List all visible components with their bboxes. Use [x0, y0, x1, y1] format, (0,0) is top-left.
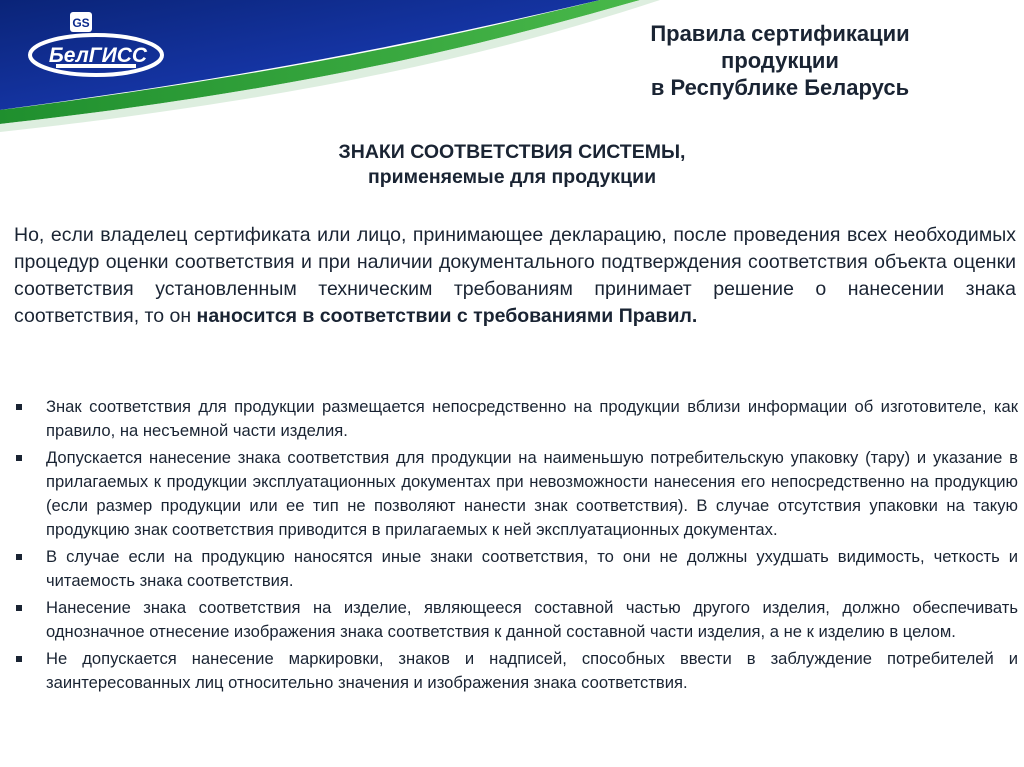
- list-item: [14, 395, 1018, 443]
- section-title: [200, 140, 824, 190]
- bullet-square-icon: [16, 455, 22, 461]
- rules-list: [14, 395, 1018, 698]
- logo-emblem-text: GS: [72, 16, 90, 30]
- presentation-title: [560, 20, 1000, 101]
- belgiss-logo: [26, 10, 170, 80]
- list-item-text: В случае если на продукцию наносятся иные знаки соответствия, то они не должны ухудшать видимость, четкость и читаемость знака соответствия.: [46, 547, 1018, 590]
- title-line: Правила сертификации: [650, 21, 910, 46]
- list-item-text: Знак соответствия для продукции размещается непосредственно на продукции вблизи информации об изготовителе, как правило, на несъемной части изделия.: [46, 397, 1018, 440]
- list-item: [14, 596, 1018, 644]
- title-line: в Республике Беларусь: [650, 75, 910, 100]
- list-item: [14, 545, 1018, 593]
- bullet-square-icon: [16, 605, 22, 611]
- bullet-square-icon: [16, 404, 22, 410]
- intro-bold-text: наносится в соответствии с требованиями Правил.: [196, 305, 698, 327]
- intro-paragraph: [14, 222, 1016, 330]
- list-item-text: Не допускается нанесение маркировки, знаков и надписей, способных ввести в заблуждение потребителей и заинтересованных лиц относительно значения и изображения знака соответствия.: [46, 649, 1018, 692]
- intro-text: Но, если владелец сертификата или лицо, принимающее декларацию, после проведения всех необходимых процедур оценки соответствия и при наличии документального подтверждения соответствия объекта оценки соответствия установленным техническим требованиям принимает решение о нанесении знака соответствия, то он: [14, 224, 1016, 327]
- logo-text: БелГИСС: [48, 44, 148, 67]
- list-item-text: Допускается нанесение знака соответствия для продукции на наименьшую потребительскую упаковку (тару) и указание в прилагаемых к продукции эксплуатационных документах при невозможности нанесения его непосредственно на продукцию (если размер продукции или ее тип не позволяют нанести знак соответствия). В случае отсутствия упаковки на такую продукцию знак соответствия приводится в прилагаемых к ней эксплуатационных документах.: [46, 448, 1018, 539]
- bullet-square-icon: [16, 656, 22, 662]
- section-title-line: ЗНАКИ СООТВЕТСТВИЯ СИСТЕМЫ,: [338, 141, 686, 163]
- section-title-line: применяемые для продукции: [367, 166, 657, 188]
- title-line: продукции: [721, 48, 839, 73]
- list-item-text: Нанесение знака соответствия на изделие, являющееся составной частью другого изделия, должно обеспечивать однозначное отнесение изображения знака соответствия к данной составной части изделия, а не к изделию в целом.: [46, 598, 1018, 641]
- list-item: [14, 446, 1018, 542]
- bullet-square-icon: [16, 554, 22, 560]
- list-item: [14, 647, 1018, 695]
